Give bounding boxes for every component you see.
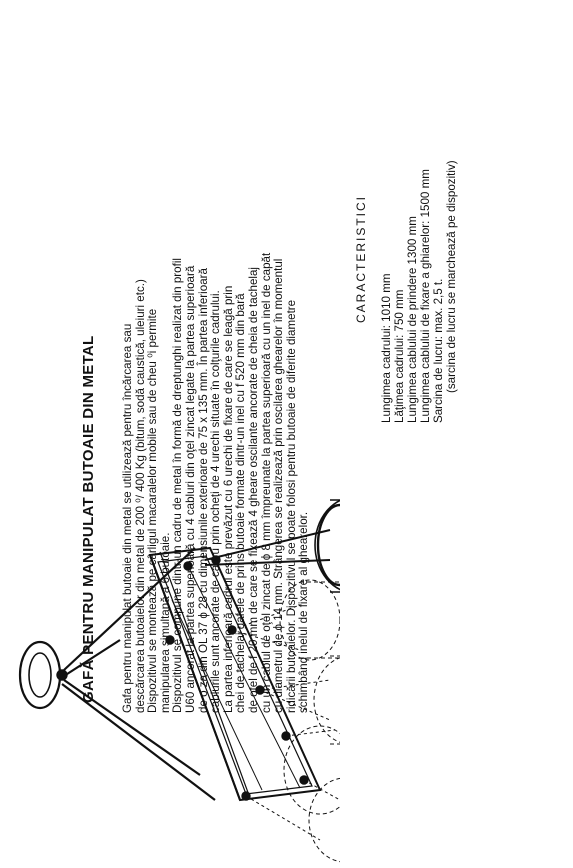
description-line: schimbând inelul de fixare al ghearelor. [297, 511, 311, 713]
description-line: cu diametrul de ϕ 14 mm. Strângerea se realizează prin oscilarea ghearelor în momentul [272, 258, 286, 713]
spec-item: Lungimea cadrului: 1010 mm [380, 273, 393, 423]
description-line: ridicării butoaielor. Dispozitivul se poate folosi pentru butoaie de diferite diametre [284, 299, 298, 713]
description-line: de oţel de f 20 mm de care se fixează 4 gheare oscilante ancorate de cheia de tachelaj [246, 267, 260, 713]
description-line: chei de tachelaj gafele de prins butoaie formate dintr-un inel cu f 520 mm din bară [234, 293, 248, 713]
spec-item: Sarcina de lucru: max. 2,5 t. [432, 278, 445, 423]
description-line: cu un cablul de oţel zincat de ϕ 8 mm împreunate la partea superioară cu un inel de capăt [259, 252, 273, 713]
specs-title: CARACTERISTICI [354, 194, 368, 323]
description-line: Dispozitivul se montează pe cârligul macaralelor mobile sau de cheu ⁰i permite [146, 308, 160, 713]
description-line: manipularea simultană a 6 butoaie. [158, 532, 172, 713]
description-line: descărcarea butoaielor din metal de 200 ⁰/ 400 Kg (bitum, sodă caustică, uleiuri etc.) [133, 279, 147, 713]
spec-item: Lungimea cablului de fixare a ghiarelor: 1500 mm [419, 169, 432, 423]
description-line: cablurile sunt ancorate de cadru prin ocheţi de 4 urechi situate în colţurile cadrului. [209, 290, 223, 713]
spec-item: Lungimea cablului de prindere 1300 mm [406, 216, 419, 423]
description-line: La partea inferioară cadrul este prevăzut cu 6 urechi de fixare de care se leagă prin [221, 285, 235, 713]
description-line: U60 ancorat la partea superioară cu 4 cabluri din oţel zincat legate la partea superioară [183, 265, 197, 713]
description-line: Gafa pentru manipulat butoaie din metal se utilizează pentru încărcarea sau [121, 323, 134, 713]
document-title: GAFĂ PENTRU MANIPULAT BUTOAIE DIN METAL [80, 335, 97, 703]
description-line: de o za din OL 37 ϕ 28 cu dimensiunile exterioare de 75 x 135 mm. În partea inferioară [196, 268, 210, 713]
spec-item: Lăţimea cadrului: 750 mm [393, 289, 406, 423]
description [122, 0, 311, 713]
spec-note: (sarcina de lucru se marchează pe dispozitiv) [445, 160, 458, 393]
description-line: Dispozitivul se compune dintr-un cadru de metal în formă de dreptunghi realizat din profil [171, 258, 185, 713]
specs-list [380, 160, 458, 423]
